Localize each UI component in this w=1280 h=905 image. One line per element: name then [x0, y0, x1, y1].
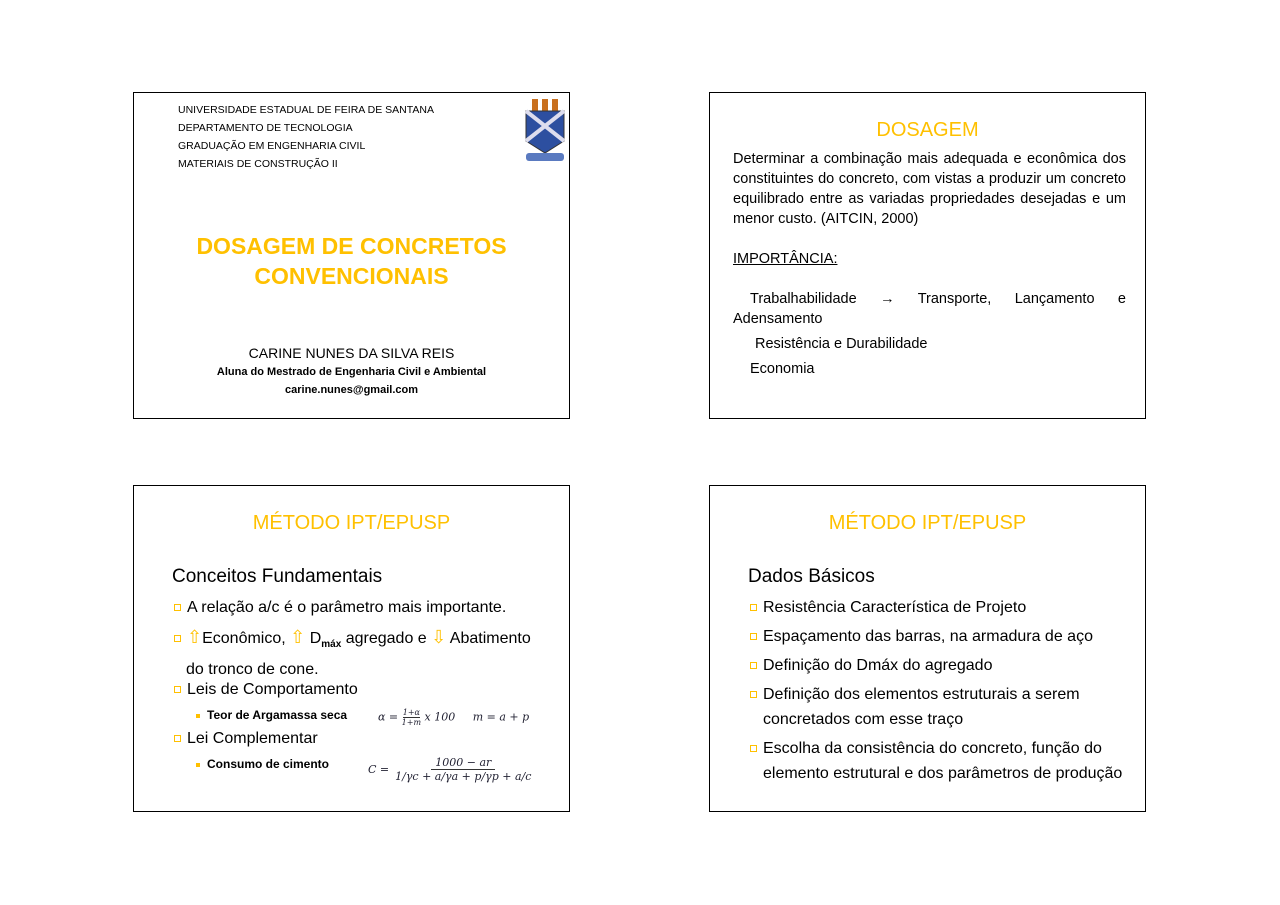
importance-item: Economia	[750, 361, 815, 377]
bullet-item: ⇧Econômico, ⇧ $D_{máx}$ agregado e ⇩ Abatimento do tronco de cone.	[174, 625, 544, 682]
author-email: carine.nunes@gmail.com	[285, 384, 418, 396]
institution-header	[178, 101, 434, 173]
bullet-item: Escolha da consistência do concreto, função do elemento estrutural e dos parâmetros de produção	[750, 737, 1123, 786]
mortar-formula: α = $\frac{1+\alpha}{1+m}$ x 100 m = a + p	[378, 708, 530, 727]
sub-bullet-item: Consumo de cimento	[196, 752, 329, 777]
header-line: DEPARTAMENTO DE TECNOLOGIA	[178, 122, 353, 134]
author-role: Aluna do Mestrado de Engenharia Civil e Ambiental	[216, 366, 487, 378]
slide-3	[133, 485, 570, 812]
arrow-down-icon: ⇩	[431, 627, 447, 647]
slide-subtitle: Dados Básicos	[748, 566, 875, 587]
slide-title: MÉTODO IPT/EPUSP	[828, 512, 1027, 534]
header-line: MATERIAIS DE CONSTRUÇÃO II	[178, 158, 338, 170]
slide-subtitle: Conceitos Fundamentais	[172, 566, 383, 587]
slide-2	[709, 92, 1146, 419]
bullet-item: Definição dos elementos estruturais a serem concretados com esse traço	[750, 683, 1123, 732]
author-name: CARINE NUNES DA SILVA REIS	[248, 345, 455, 361]
presentation-title: DOSAGEM DE CONCRETOS CONVENCIONAIS	[196, 233, 507, 289]
slide-1	[133, 92, 570, 419]
bullet-item: A relação a/c é o parâmetro mais importante.	[174, 596, 506, 621]
header-line: UNIVERSIDADE ESTADUAL DE FEIRA DE SANTANA	[178, 104, 434, 116]
header-line: GRADUAÇÃO EM ENGENHARIA CIVIL	[178, 140, 366, 152]
cement-formula: C = $\frac{1000 - ar}{1/\gamma c + a/\gamma a + p/\gamma p + a/c}$	[368, 756, 532, 783]
arrow-up-icon: ⇧	[187, 627, 203, 647]
importance-heading: IMPORTÂNCIA:	[733, 251, 838, 267]
bullet-item: Leis de Comportamento	[174, 678, 358, 703]
importance-item: Resistência e Durabilidade	[755, 336, 928, 352]
bullet-item: Lei Complementar	[174, 727, 318, 752]
arrow-up-icon: ⇧	[290, 627, 306, 647]
university-crest-logo	[522, 97, 568, 167]
slide-title: DOSAGEM	[876, 119, 979, 141]
bullet-item: Definição do Dmáx do agregado	[750, 654, 992, 679]
importance-item: Trabalhabilidade → Transporte, Lançamento e Adensamento	[733, 291, 1126, 327]
bullet-item: Resistência Característica de Projeto	[750, 596, 1026, 621]
definition-text: Determinar a combinação mais adequada e econômica dos constituintes do concreto, com vistas a produzir um concreto equilibrado entre as variadas propriedades desejadas e um menor custo. (AITCIN, 2000)	[733, 151, 1126, 227]
slide-4	[709, 485, 1146, 812]
bullet-item: Espaçamento das barras, na armadura de aço	[750, 625, 1093, 650]
slide-title: MÉTODO IPT/EPUSP	[252, 512, 451, 534]
sub-bullet-item: Teor de Argamassa seca	[196, 703, 347, 728]
